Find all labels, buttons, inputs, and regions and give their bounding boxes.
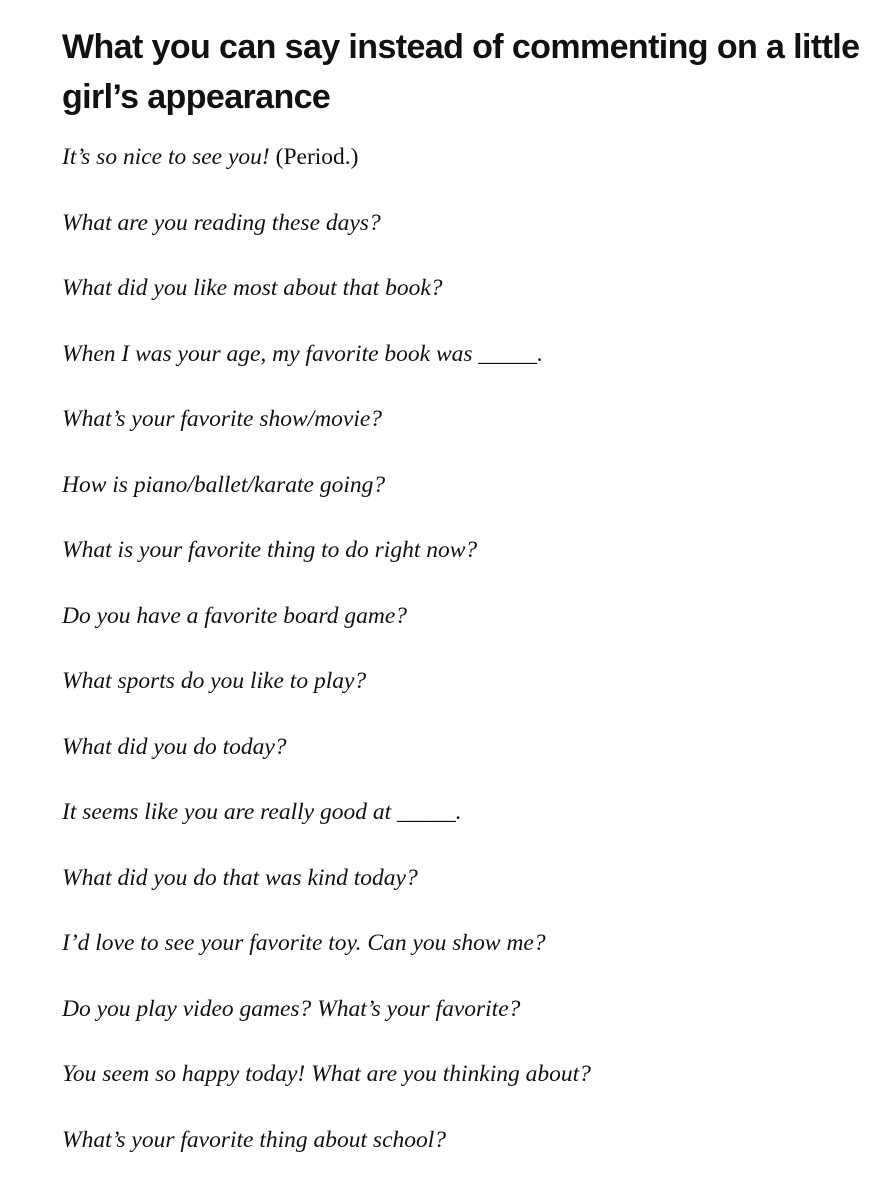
list-item bbox=[62, 732, 591, 762]
suggestion-text: What’s your favorite thing about school? bbox=[62, 1126, 447, 1153]
list-item bbox=[62, 404, 591, 434]
list-item bbox=[62, 208, 591, 238]
list-item bbox=[62, 470, 591, 500]
list-item bbox=[62, 601, 591, 631]
suggestion-text: What is your favorite thing to do right now? bbox=[62, 537, 478, 563]
suggestion-text: When I was your age, my favorite book was _____. bbox=[62, 340, 544, 367]
suggestion-text: What sports do you like to play? bbox=[62, 668, 367, 694]
list-item bbox=[62, 928, 591, 958]
suggestion-text: What’s your favorite show/movie? bbox=[62, 406, 383, 432]
article bbox=[62, 22, 882, 1153]
list-item bbox=[62, 273, 591, 303]
suggestion-text: How is piano/ballet/karate going? bbox=[62, 471, 386, 498]
list-item bbox=[62, 994, 591, 1024]
list-item bbox=[62, 797, 591, 827]
suggestion-list bbox=[62, 142, 591, 1190]
list-item bbox=[62, 666, 591, 696]
suggestion-text: Do you have a favorite board game? bbox=[62, 602, 408, 629]
suggestion-text: What did you like most about that book? bbox=[62, 275, 443, 301]
list-item bbox=[62, 863, 591, 893]
article-heading: What you can say instead of commenting on a little girl’s appearance bbox=[62, 28, 860, 116]
suggestion-text: I’d love to see your favorite toy. Can you show me? bbox=[62, 930, 546, 956]
list-item bbox=[62, 1059, 591, 1089]
list-item bbox=[62, 1125, 591, 1155]
suggestion-text: What did you do today? bbox=[62, 733, 287, 760]
list-item bbox=[62, 142, 591, 172]
suggestion-text: What are you reading these days? bbox=[62, 209, 381, 236]
suggestion-text: It’s so nice to see you! bbox=[62, 144, 270, 170]
list-item bbox=[62, 535, 591, 565]
suggestion-note: (Period.) bbox=[269, 144, 359, 170]
suggestion-text: What did you do that was kind today? bbox=[62, 864, 418, 891]
suggestion-text: It seems like you are really good at _____. bbox=[62, 799, 462, 825]
suggestion-text: Do you play video games? What’s your favorite? bbox=[62, 995, 521, 1022]
suggestion-text: You seem so happy today! What are you thinking about? bbox=[62, 1061, 591, 1087]
list-item bbox=[62, 339, 591, 369]
